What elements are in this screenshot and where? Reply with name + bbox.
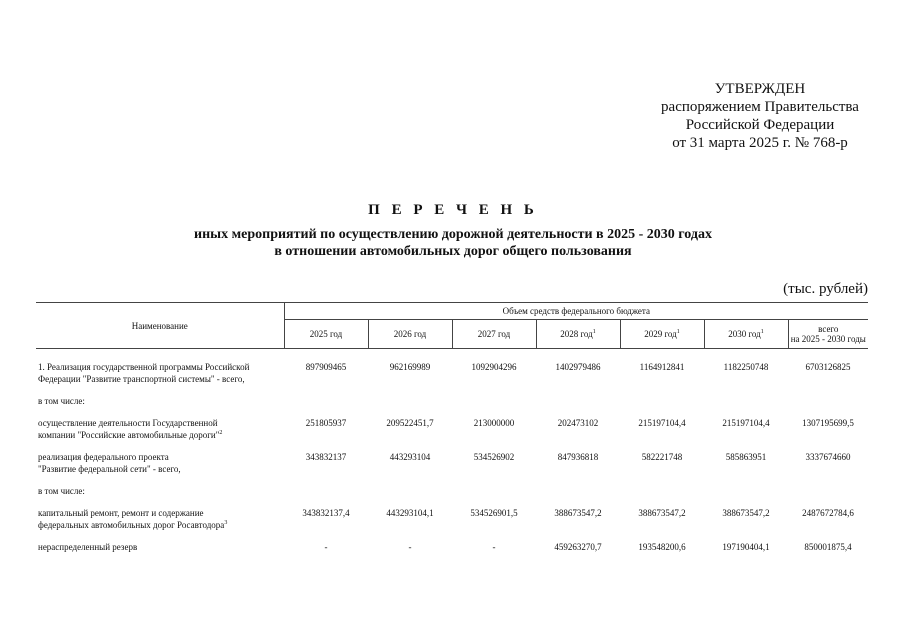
- table-row-including: [36, 395, 868, 417]
- cell-2027: 534526902: [473, 452, 515, 462]
- year-header: 2028 год$^1$: [536, 320, 620, 349]
- cell-2026: 962169989: [389, 362, 431, 372]
- cell-2029: 582221748: [641, 452, 683, 462]
- cell-2027: 1092904296: [471, 362, 517, 372]
- cell-2027: 534526901,5: [470, 508, 518, 518]
- cell-2029: 193548200,6: [638, 542, 686, 552]
- cell-2026: 209522451,7: [386, 418, 434, 428]
- row-name: капитальный ремонт, ремонт и содержание федеральных автомобильных дорог Росавтодора$^3$: [38, 508, 228, 530]
- cell-2030: 388673547,2: [722, 508, 770, 518]
- row-name: осуществление деятельности Государственной компании "Российские автомобильные дороги"$^2$: [38, 418, 223, 440]
- cell-2026: -: [408, 542, 412, 552]
- cell-2025: 251805937: [305, 418, 347, 428]
- total-header: всего на 2025 - 2030 годы: [788, 320, 868, 349]
- document-title: П Е Р Е Ч Е Н Ь: [368, 202, 538, 218]
- row-name: нераспределенный резерв: [38, 542, 138, 552]
- cell-2025: 343832137,4: [302, 508, 350, 518]
- cell-2028: 202473102: [557, 418, 599, 428]
- table-row-program-total: [36, 361, 868, 395]
- cell-total: 3337674660: [805, 452, 851, 462]
- cell-2029: 1164912841: [639, 362, 685, 372]
- cell-2025: 343832137: [305, 452, 347, 462]
- approval-status: УТВЕРЖДЕН: [714, 81, 806, 97]
- table-row-reserve: [36, 541, 868, 553]
- cell-total: 6703126825: [805, 362, 851, 372]
- table-row-repair: [36, 507, 868, 541]
- cell-2028: 1402979486: [555, 362, 601, 372]
- cell-total: 850001875,4: [804, 542, 852, 552]
- approval-date: от 31 марта 2025 г. № 768-р: [672, 135, 848, 151]
- row-name: реализация федерального проекта "Развитие федеральной сети" - всего,: [38, 452, 181, 474]
- units-label: (тыс. рублей): [783, 281, 868, 297]
- cell-2025: -: [324, 542, 328, 552]
- budget-table: [36, 302, 868, 553]
- cell-2030: 215197104,4: [722, 418, 770, 428]
- table-row-federal-project: [36, 451, 868, 485]
- cell-2025: 897909465: [305, 362, 347, 372]
- approval-authority: Российской Федерации: [685, 117, 835, 133]
- cell-2028: 459263270,7: [554, 542, 602, 552]
- cell-total: 2487672784,6: [802, 508, 854, 518]
- approval-block: [600, 80, 906, 152]
- table-row-avtodor: [36, 417, 868, 451]
- budget-group-header: Объем средств федерального бюджета: [284, 303, 868, 320]
- subtitle-line-1: иных мероприятий по осуществлению дорожной деятельности в 2025 - 2030 годах: [194, 227, 712, 242]
- row-name: в том числе:: [38, 396, 85, 406]
- year-header: 2027 год: [452, 320, 536, 349]
- document-subtitle: [0, 226, 906, 260]
- cell-2028: 847936818: [557, 452, 599, 462]
- year-header: 2030 год$^1$: [704, 320, 788, 349]
- subtitle-line-2: в отношении автомобильных дорог общего пользования: [274, 244, 632, 259]
- cell-2029: 215197104,4: [638, 418, 686, 428]
- name-column-header: Наименование: [36, 303, 284, 349]
- cell-2026: 443293104: [389, 452, 431, 462]
- year-header: 2029 год$^1$: [620, 320, 704, 349]
- cell-2027: -: [492, 542, 496, 552]
- year-header: 2026 год: [368, 320, 452, 349]
- cell-2028: 388673547,2: [554, 508, 602, 518]
- table-row-including: [36, 485, 868, 507]
- approval-by: распоряжением Правительства: [661, 99, 859, 115]
- cell-2026: 443293104,1: [386, 508, 434, 518]
- year-header: 2025 год: [284, 320, 368, 349]
- cell-2030: 1182250748: [723, 362, 769, 372]
- row-name: в том числе:: [38, 486, 85, 496]
- cell-2029: 388673547,2: [638, 508, 686, 518]
- cell-2027: 213000000: [473, 418, 515, 428]
- cell-2030: 585863951: [725, 452, 767, 462]
- cell-2030: 197190404,1: [722, 542, 770, 552]
- cell-total: 1307195699,5: [802, 418, 854, 428]
- row-name: 1. Реализация государственной программы Российской Федерации "Развитие транспортной системы" - всего,: [38, 362, 250, 384]
